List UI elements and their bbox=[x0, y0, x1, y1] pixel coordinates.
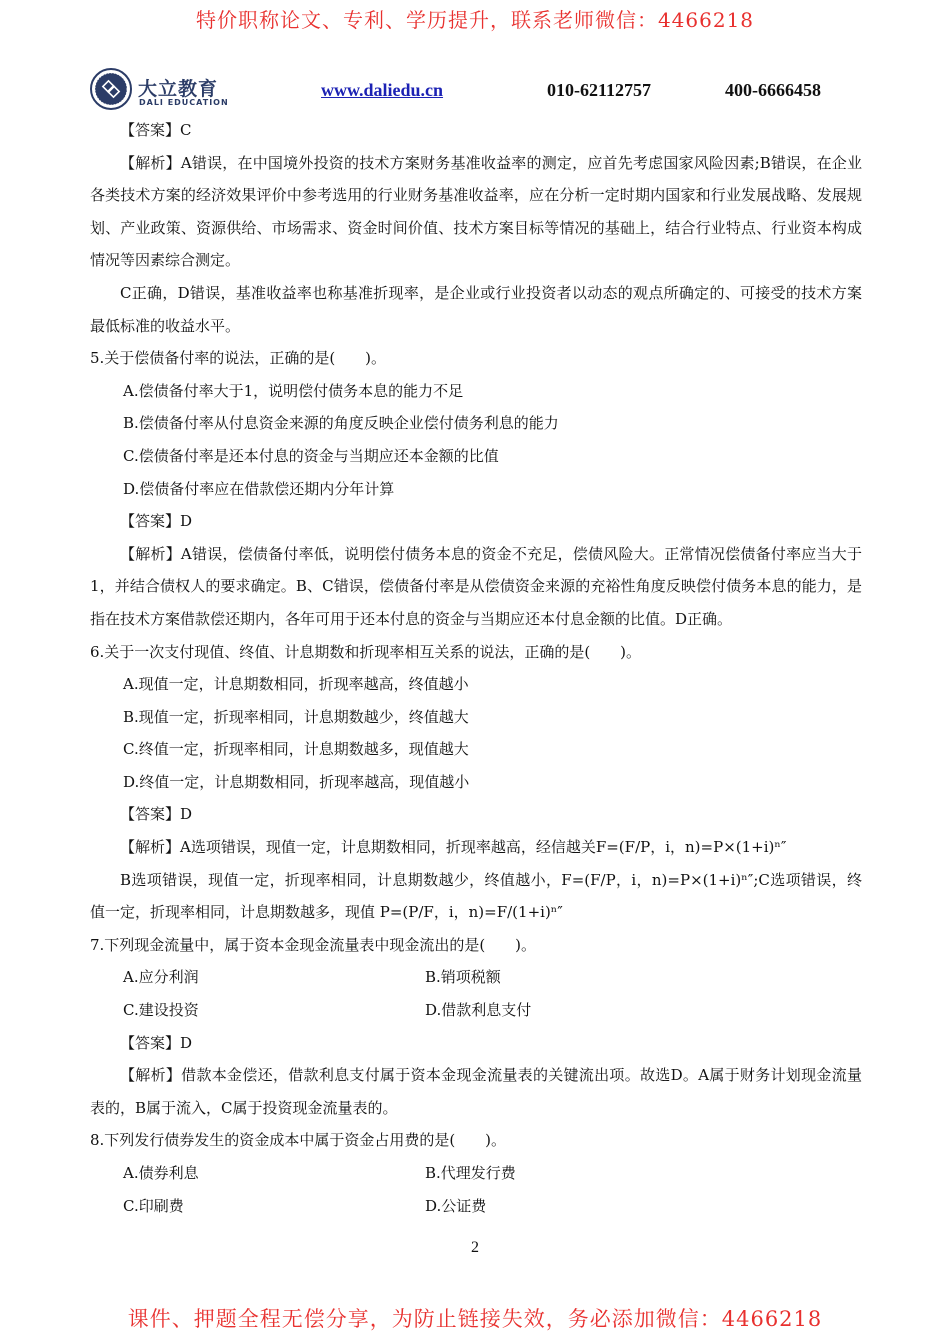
q5-option-a: A.偿债备付率大于1，说明偿付债务本息的能力不足 bbox=[123, 381, 464, 400]
logo-text: 大立教育 bbox=[138, 78, 219, 100]
q6-option-d: D.终值一定，计息期数相同，折现率越高，现值越小 bbox=[123, 772, 470, 791]
q8-option-b: B.代理发行费 bbox=[425, 1164, 516, 1182]
page-header bbox=[88, 62, 868, 114]
promo-banner-top: 特价职称论文、专利、学历提升，联系老师微信：4466218 bbox=[195, 8, 755, 32]
q6-option-b: B.现值一定，折现率相同，计息期数越少，终值越大 bbox=[123, 707, 469, 726]
q7-stem: 7.下列现金流量中，属于资本金现金流量表中现金流出的是( )。 bbox=[90, 935, 537, 954]
q6-analysis-paragraph-1: 【解析】A选项错误，现值一定，计息期数相同，折现率越高，经信越关F=(F/P，i，n)=P×(1+i)ⁿ″ bbox=[120, 838, 787, 857]
q4-analysis-paragraph-1: 【解析】A错误，在中国境外投资的技术方案财务基准收益率的测定，应首先考虑国家风险因素;B错误，在企业各类技术方案的经济效果评价中参考选用的行业财务基准收益率，应在分析一定时期内国家和行业发展战略、发展规划、产业政策、资源供给、市场需求、资金时间价值、技术方案目标等情况的基础上，结合行业特点、行业资本构成情况等因素综合测定。 bbox=[90, 153, 862, 270]
q4-answer: 【答案】C bbox=[120, 121, 192, 139]
q4-analysis-paragraph-2: C正确，D错误，基准收益率也称基准折现率，是企业或行业投资者以动态的观点所确定的、可接受的技术方案最低标准的收益水平。 bbox=[90, 283, 862, 335]
q6-option-a: A.现值一定，计息期数相同，折现率越高，终值越小 bbox=[123, 675, 469, 694]
q7-option-b: B.销项税额 bbox=[425, 968, 501, 987]
page-number: 2 bbox=[471, 1239, 479, 1256]
q8-stem: 8.下列发行债券发生的资金成本中属于资金占用费的是( )。 bbox=[90, 1131, 507, 1150]
q8-option-a: A.债券利息 bbox=[123, 1164, 199, 1182]
q6-answer: 【答案】D bbox=[120, 805, 193, 824]
q6-analysis-paragraph-2: B选项错误，现值一定，折现率相同，计息期数越少，终值越小，F=(F/P，i，n)=P×(1+i)ⁿ″;C选项错误，终值一定，折现率相同，计息期数越多，现值 P=(P/F，i，n)=F/(1+i)ⁿ″ bbox=[90, 870, 862, 922]
q8-option-c: C.印刷费 bbox=[123, 1196, 184, 1215]
q8-options-row-2 bbox=[90, 1190, 862, 1223]
q5-analysis: 【解析】A错误，偿债备付率低，说明偿付债务本息的资金不充足，偿债风险大。正常情况偿债备付率应当大于1，并结合债权人的要求确定。B、C错误，偿债备付率是从偿债资金来源的充裕性角度反映偿付债务本息的能力，是指在技术方案借款偿还期内，各年可用于还本付息的资金与当期应还本付息金额的比值。D正确。 bbox=[90, 544, 862, 628]
q7-options-row-1 bbox=[90, 961, 862, 994]
q7-analysis: 【解析】借款本金偿还，借款利息支付属于资本金现金流量表的关键流出项。故选D。A属于财务计划现金流量表的，B属于流入，C属于投资现金流量表的。 bbox=[90, 1066, 862, 1117]
q5-option-c: C.偿债备付率是还本付息的资金与当期应还本金额的比值 bbox=[123, 446, 499, 465]
q6-option-c: C.终值一定，折现率相同，计息期数越多，现值越大 bbox=[123, 740, 469, 759]
q8-options-row-1 bbox=[90, 1157, 862, 1190]
q5-answer: 【答案】D bbox=[120, 512, 193, 531]
q7-options-row-2 bbox=[90, 994, 862, 1027]
document-body bbox=[90, 114, 862, 1222]
q5-stem: 5.关于偿债备付率的说法，正确的是( )。 bbox=[90, 349, 387, 368]
logo-subtitle: DALI EDUCATION bbox=[139, 98, 229, 107]
website-link[interactable]: www.daliedu.cn bbox=[321, 80, 444, 100]
q6-stem: 6.关于一次支付现值、终值、计息期数和折现率相互关系的说法，正确的是( )。 bbox=[90, 642, 642, 661]
logo-emblem-icon bbox=[90, 68, 132, 110]
q7-option-c: C.建设投资 bbox=[123, 1001, 199, 1020]
q7-option-d: D.借款利息支付 bbox=[425, 1001, 532, 1020]
q7-option-a: A.应分利润 bbox=[123, 968, 199, 987]
phone-number-1: 010-62112757 bbox=[547, 80, 652, 100]
q5-option-d: D.偿债备付率应在借款偿还期内分年计算 bbox=[123, 479, 395, 498]
q7-answer: 【答案】D bbox=[120, 1033, 193, 1052]
phone-number-2: 400-6666458 bbox=[725, 80, 821, 100]
q5-option-b: B.偿债备付率从付息资金来源的角度反映企业偿付债务利息的能力 bbox=[123, 414, 559, 433]
promo-banner-bottom: 课件、押题全程无偿分享，为防止链接失效，务必添加微信：4466218 bbox=[127, 1307, 823, 1331]
q8-option-d: D.公证费 bbox=[425, 1196, 487, 1215]
